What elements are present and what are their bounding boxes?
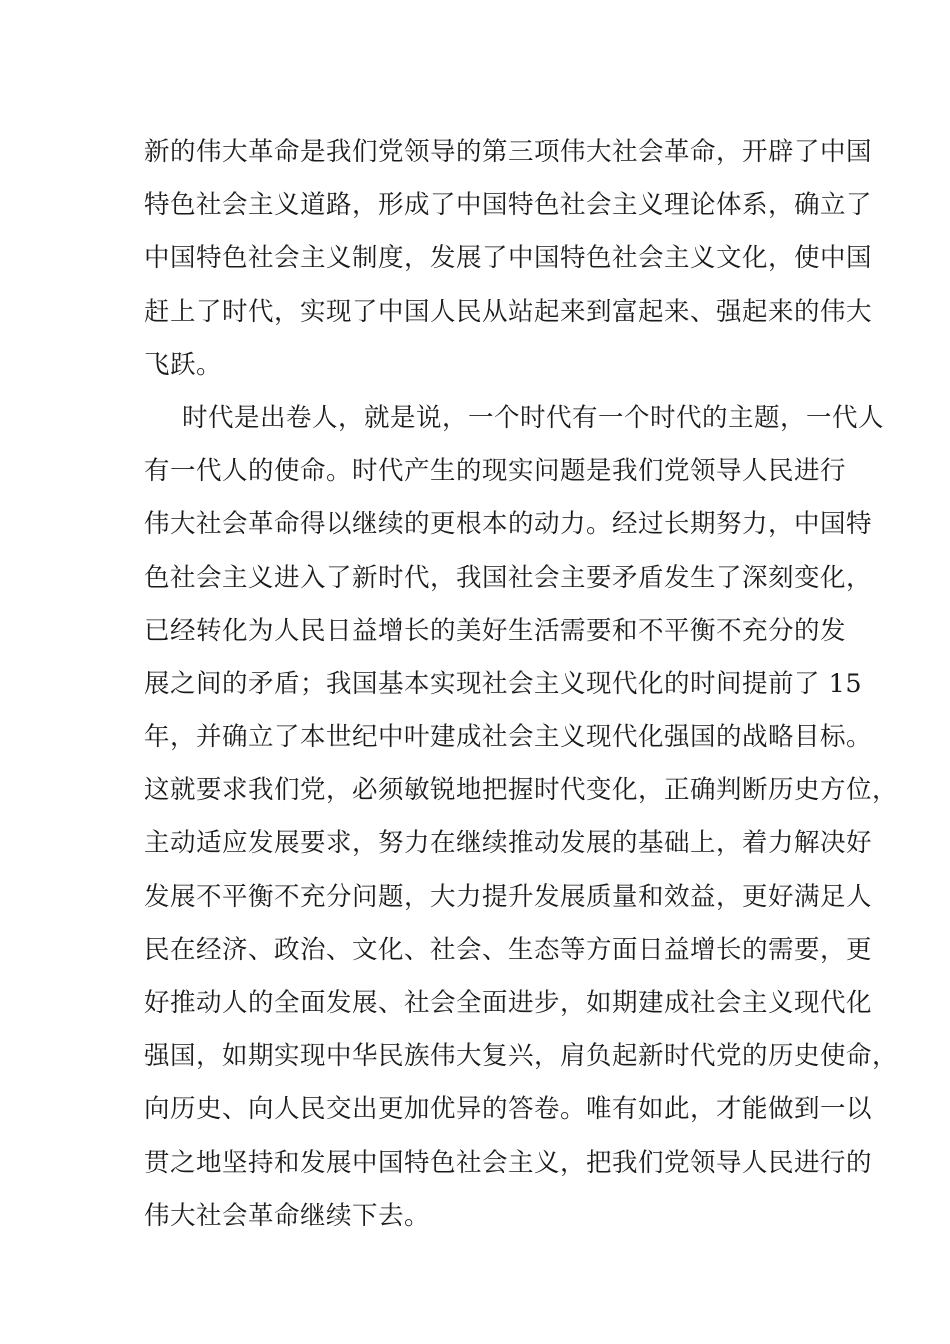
text-line: 伟大社会革命得以继续的更根本的动力。经过长期努力，中国特	[144, 509, 873, 540]
text-line: 年，并确立了本世纪中叶建成社会主义现代化强国的战略目标。	[144, 722, 873, 753]
text-line: 时代是出卷人，就是说，一个时代有一个时代的主题，一代人	[182, 402, 885, 433]
text-line: 发展不平衡不充分问题，大力提升发展质量和效益，更好满足人	[144, 881, 873, 912]
text-line: 飞跃。	[144, 349, 223, 380]
text-line: 主动适应发展要求，努力在继续推动发展的基础上，着力解决好	[144, 828, 873, 859]
text-line: 中国特色社会主义制度，发展了中国特色社会主义文化，使中国	[144, 243, 873, 274]
text-line: 色社会主义进入了新时代，我国社会主要矛盾发生了深刻变化，	[144, 562, 873, 593]
document-body	[144, 126, 899, 1243]
paragraph-2	[144, 392, 899, 1243]
text-line: 强国，如期实现中华民族伟大复兴，肩负起新时代党的历史使命，	[144, 1041, 899, 1072]
text-line: 这就要求我们党，必须敏锐地把握时代变化，正确判断历史方位，	[144, 775, 899, 806]
text-line: 民在经济、政治、文化、社会、生态等方面日益增长的需要，更	[144, 934, 873, 965]
text-line: 已经转化为人民日益增长的美好生活需要和不平衡不充分的发	[144, 615, 847, 646]
text-line: 好推动人的全面发展、社会全面进步，如期建成社会主义现代化	[144, 988, 873, 1018]
text-line: 伟大社会革命继续下去。	[144, 1200, 431, 1231]
text-line: 特色社会主义道路，形成了中国特色社会主义理论体系，确立了	[144, 190, 873, 221]
text-line: 赶上了时代，实现了中国人民从站起来到富起来、强起来的伟大	[144, 296, 873, 327]
text-line: 向历史、向人民交出更加优异的答卷。唯有如此，才能做到一以	[144, 1094, 873, 1125]
text-line: 有一代人的使命。时代产生的现实问题是我们党领导人民进行	[144, 456, 847, 487]
text-line: 贯之地坚持和发展中国特色社会主义，把我们党领导人民进行的	[144, 1147, 873, 1178]
text-line: 展之间的矛盾；我国基本实现社会主义现代化的时间提前了 15	[144, 668, 863, 699]
text-line: 新的伟大革命是我们党领导的第三项伟大社会革命，开辟了中国	[144, 137, 873, 167]
paragraph-1	[144, 126, 873, 392]
